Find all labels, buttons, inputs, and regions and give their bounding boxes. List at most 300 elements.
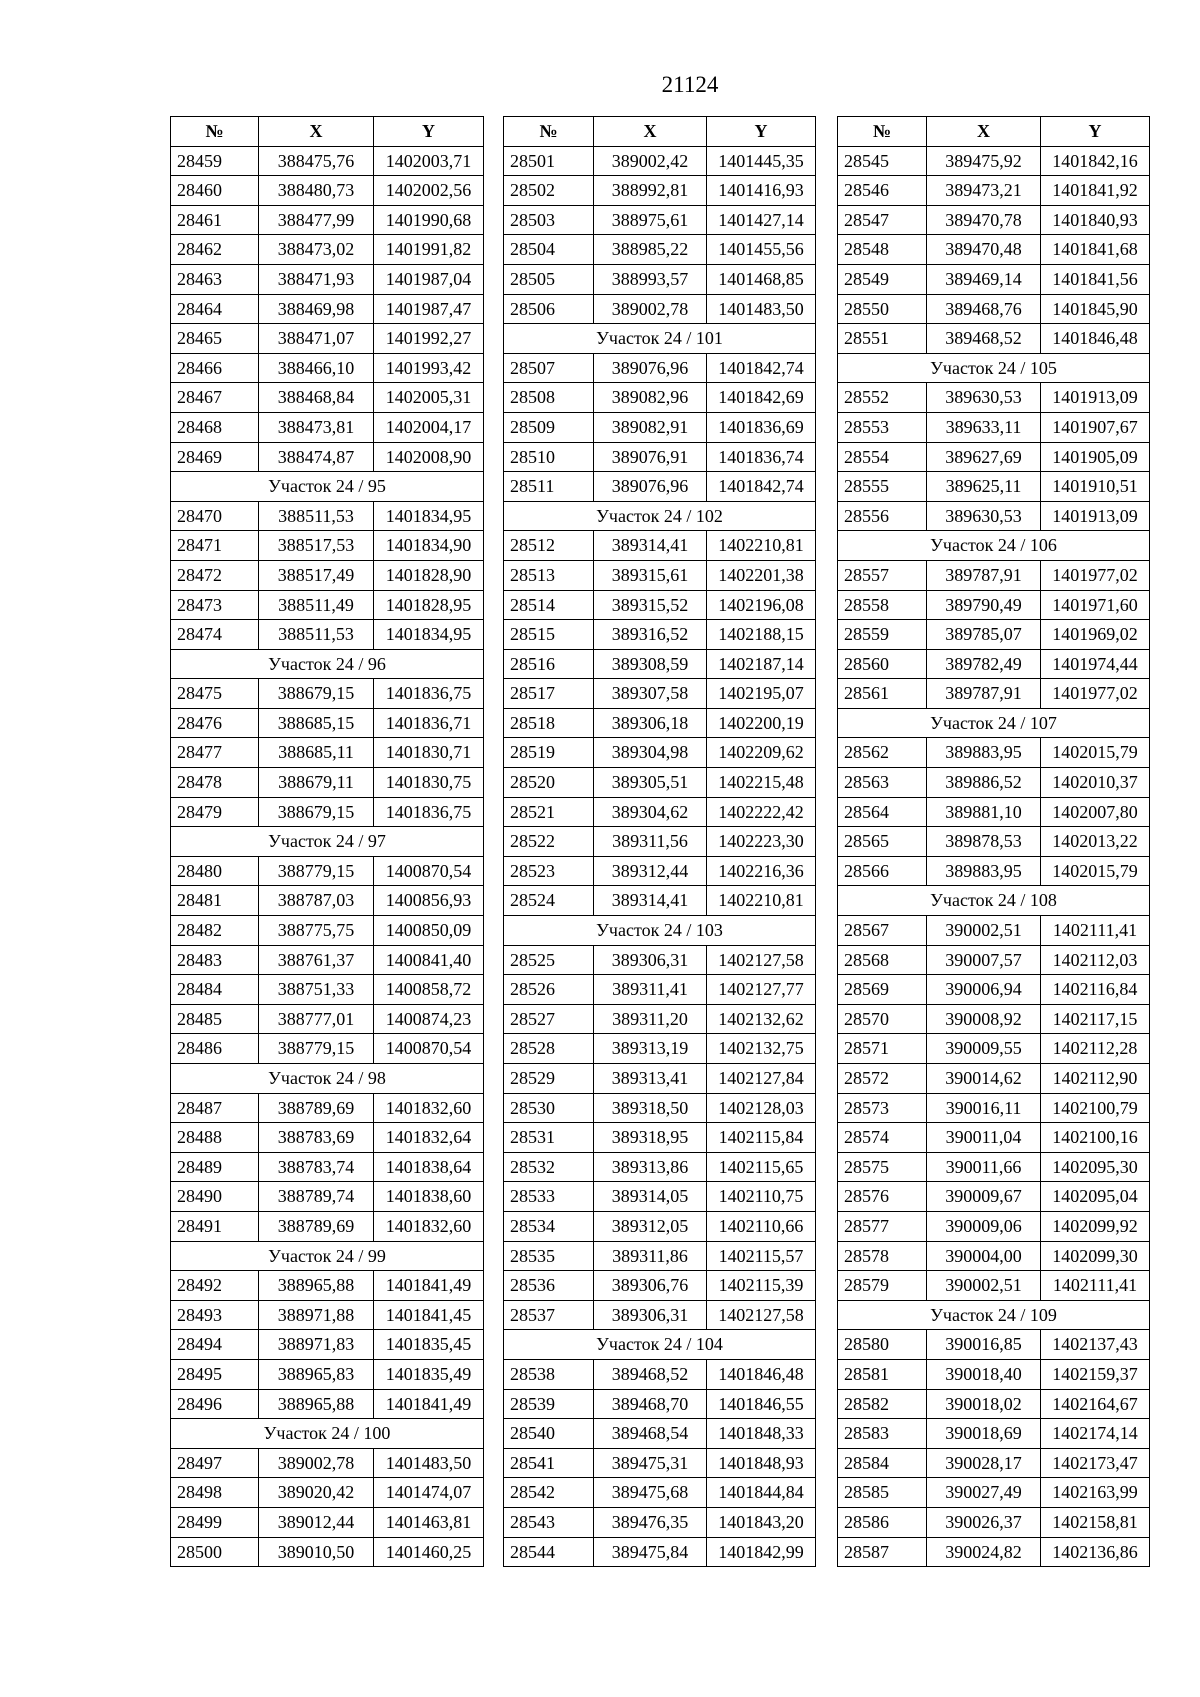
x-coordinate: 389790,49 — [927, 590, 1041, 620]
point-number: 28474 — [171, 620, 259, 650]
point-number: 28486 — [171, 1034, 259, 1064]
y-coordinate: 1401846,55 — [707, 1389, 816, 1419]
table-row — [838, 1507, 1150, 1537]
table-row — [171, 886, 484, 916]
table-row — [504, 856, 816, 886]
x-coordinate: 388992,81 — [594, 176, 707, 206]
y-coordinate: 1402099,30 — [1041, 1241, 1150, 1271]
y-coordinate: 1402110,75 — [707, 1182, 816, 1212]
table-row — [504, 412, 816, 442]
point-number: 28467 — [171, 383, 259, 413]
y-coordinate: 1402117,15 — [1041, 1004, 1150, 1034]
y-coordinate: 1402127,58 — [707, 945, 816, 975]
y-coordinate: 1401841,49 — [374, 1389, 484, 1419]
y-coordinate: 1401841,56 — [1041, 264, 1150, 294]
x-coordinate: 390002,51 — [927, 916, 1041, 946]
section-title: Участок 24 / 96 — [171, 649, 484, 679]
table-row — [838, 1271, 1150, 1301]
point-number: 28459 — [171, 146, 259, 176]
point-number: 28576 — [838, 1182, 927, 1212]
y-coordinate: 1401842,99 — [707, 1537, 816, 1567]
x-coordinate: 390009,67 — [927, 1182, 1041, 1212]
point-number: 28582 — [838, 1389, 927, 1419]
table-row — [504, 560, 816, 590]
x-coordinate: 389010,50 — [259, 1537, 374, 1567]
y-coordinate: 1401907,67 — [1041, 412, 1150, 442]
x-coordinate: 389313,41 — [594, 1064, 707, 1094]
point-number: 28494 — [171, 1330, 259, 1360]
table-row — [171, 294, 484, 324]
x-coordinate: 390002,51 — [927, 1271, 1041, 1301]
table-row — [838, 176, 1150, 206]
table-row — [171, 176, 484, 206]
y-coordinate: 1400874,23 — [374, 1004, 484, 1034]
point-number: 28575 — [838, 1152, 927, 1182]
x-coordinate: 388468,84 — [259, 383, 374, 413]
x-coordinate: 389304,98 — [594, 738, 707, 768]
table-row — [838, 1034, 1150, 1064]
coordinate-table — [170, 116, 484, 1567]
x-coordinate: 388685,15 — [259, 708, 374, 738]
x-coordinate: 388761,37 — [259, 945, 374, 975]
point-number: 28573 — [838, 1093, 927, 1123]
y-coordinate: 1402158,81 — [1041, 1507, 1150, 1537]
section-title: Участок 24 / 102 — [504, 501, 816, 531]
point-number: 28541 — [504, 1448, 594, 1478]
header-x: X — [927, 117, 1041, 147]
table-row — [838, 235, 1150, 265]
table-row — [838, 1123, 1150, 1153]
table-row — [504, 1389, 816, 1419]
y-coordinate: 1401836,71 — [374, 708, 484, 738]
x-coordinate: 388783,69 — [259, 1123, 374, 1153]
point-number: 28462 — [171, 235, 259, 265]
y-coordinate: 1402187,14 — [707, 649, 816, 679]
table-row — [504, 827, 816, 857]
x-coordinate: 389315,52 — [594, 590, 707, 620]
x-coordinate: 390018,69 — [927, 1419, 1041, 1449]
point-number: 28577 — [838, 1211, 927, 1241]
header-row — [504, 117, 816, 147]
x-coordinate: 388471,07 — [259, 324, 374, 354]
table-row — [504, 1419, 816, 1449]
y-coordinate: 1402132,75 — [707, 1034, 816, 1064]
section-title: Участок 24 / 107 — [838, 708, 1150, 738]
x-coordinate: 389318,95 — [594, 1123, 707, 1153]
point-number: 28569 — [838, 975, 927, 1005]
x-coordinate: 389630,53 — [927, 501, 1041, 531]
y-coordinate: 1401835,49 — [374, 1359, 484, 1389]
point-number: 28485 — [171, 1004, 259, 1034]
point-number: 28540 — [504, 1419, 594, 1449]
y-coordinate: 1402215,48 — [707, 768, 816, 798]
section-title: Участок 24 / 106 — [838, 531, 1150, 561]
y-coordinate: 1400870,54 — [374, 1034, 484, 1064]
point-number: 28552 — [838, 383, 927, 413]
table-row — [171, 1182, 484, 1212]
point-number: 28521 — [504, 797, 594, 827]
y-coordinate: 1402005,31 — [374, 383, 484, 413]
y-coordinate: 1401913,09 — [1041, 383, 1150, 413]
x-coordinate: 389787,91 — [927, 679, 1041, 709]
table-row — [171, 442, 484, 472]
x-coordinate: 389883,95 — [927, 738, 1041, 768]
y-coordinate: 1401848,33 — [707, 1419, 816, 1449]
table-row — [504, 708, 816, 738]
section-row — [504, 1330, 816, 1360]
y-coordinate: 1401977,02 — [1041, 679, 1150, 709]
point-number: 28558 — [838, 590, 927, 620]
x-coordinate: 390009,55 — [927, 1034, 1041, 1064]
point-number: 28520 — [504, 768, 594, 798]
x-coordinate: 390026,37 — [927, 1507, 1041, 1537]
table-row — [504, 1507, 816, 1537]
y-coordinate: 1401836,69 — [707, 412, 816, 442]
point-number: 28517 — [504, 679, 594, 709]
table-row — [838, 1152, 1150, 1182]
table-row — [504, 264, 816, 294]
x-coordinate: 389475,68 — [594, 1478, 707, 1508]
point-number: 28564 — [838, 797, 927, 827]
x-coordinate: 389468,54 — [594, 1419, 707, 1449]
y-coordinate: 1401987,04 — [374, 264, 484, 294]
y-coordinate: 1401463,81 — [374, 1507, 484, 1537]
x-coordinate: 390016,85 — [927, 1330, 1041, 1360]
x-coordinate: 388787,03 — [259, 886, 374, 916]
y-coordinate: 1402222,42 — [707, 797, 816, 827]
point-number: 28518 — [504, 708, 594, 738]
y-coordinate: 1402127,84 — [707, 1064, 816, 1094]
y-coordinate: 1401842,16 — [1041, 146, 1150, 176]
section-row — [171, 649, 484, 679]
point-number: 28571 — [838, 1034, 927, 1064]
point-number: 28497 — [171, 1448, 259, 1478]
y-coordinate: 1402210,81 — [707, 886, 816, 916]
point-number: 28509 — [504, 412, 594, 442]
x-coordinate: 388679,15 — [259, 679, 374, 709]
x-coordinate: 390027,49 — [927, 1478, 1041, 1508]
table-row — [838, 856, 1150, 886]
y-coordinate: 1401991,82 — [374, 235, 484, 265]
y-coordinate: 1401416,93 — [707, 176, 816, 206]
y-coordinate: 1402115,65 — [707, 1152, 816, 1182]
table-row — [171, 945, 484, 975]
y-coordinate: 1402004,17 — [374, 412, 484, 442]
point-number: 28522 — [504, 827, 594, 857]
x-coordinate: 389311,20 — [594, 1004, 707, 1034]
point-number: 28464 — [171, 294, 259, 324]
table-row — [838, 383, 1150, 413]
y-coordinate: 1401841,45 — [374, 1300, 484, 1330]
y-coordinate: 1401427,14 — [707, 205, 816, 235]
x-coordinate: 388679,15 — [259, 797, 374, 827]
x-coordinate: 389475,84 — [594, 1537, 707, 1567]
y-coordinate: 1401971,60 — [1041, 590, 1150, 620]
x-coordinate: 389082,91 — [594, 412, 707, 442]
x-coordinate: 388511,53 — [259, 620, 374, 650]
y-coordinate: 1401846,48 — [1041, 324, 1150, 354]
point-number: 28585 — [838, 1478, 927, 1508]
table-row — [504, 590, 816, 620]
section-title: Участок 24 / 105 — [838, 353, 1150, 383]
y-coordinate: 1401990,68 — [374, 205, 484, 235]
point-number: 28584 — [838, 1448, 927, 1478]
x-coordinate: 388466,10 — [259, 353, 374, 383]
table-row — [504, 886, 816, 916]
x-coordinate: 389012,44 — [259, 1507, 374, 1537]
point-number: 28512 — [504, 531, 594, 561]
point-number: 28556 — [838, 501, 927, 531]
section-row — [838, 353, 1150, 383]
table-row — [838, 738, 1150, 768]
x-coordinate: 388511,53 — [259, 501, 374, 531]
section-title: Участок 24 / 101 — [504, 324, 816, 354]
table-row — [838, 1478, 1150, 1508]
point-number: 28563 — [838, 768, 927, 798]
y-coordinate: 1401838,64 — [374, 1152, 484, 1182]
section-row — [171, 1419, 484, 1449]
point-number: 28493 — [171, 1300, 259, 1330]
x-coordinate: 388789,69 — [259, 1211, 374, 1241]
point-number: 28532 — [504, 1152, 594, 1182]
y-coordinate: 1402209,62 — [707, 738, 816, 768]
table-row — [171, 797, 484, 827]
coordinate-table-2 — [503, 116, 816, 1567]
table-row — [504, 205, 816, 235]
point-number: 28481 — [171, 886, 259, 916]
y-coordinate: 1401844,84 — [707, 1478, 816, 1508]
table-row — [504, 146, 816, 176]
table-row — [504, 738, 816, 768]
y-coordinate: 1401834,95 — [374, 501, 484, 531]
point-number: 28534 — [504, 1211, 594, 1241]
y-coordinate: 1402095,04 — [1041, 1182, 1150, 1212]
table-row — [838, 324, 1150, 354]
y-coordinate: 1402201,38 — [707, 560, 816, 590]
y-coordinate: 1401832,60 — [374, 1093, 484, 1123]
x-coordinate: 389469,14 — [927, 264, 1041, 294]
y-coordinate: 1401905,09 — [1041, 442, 1150, 472]
x-coordinate: 389630,53 — [927, 383, 1041, 413]
x-coordinate: 389625,11 — [927, 472, 1041, 502]
point-number: 28490 — [171, 1182, 259, 1212]
table-row — [504, 353, 816, 383]
point-number: 28560 — [838, 649, 927, 679]
table-row — [171, 975, 484, 1005]
table-row — [171, 1507, 484, 1537]
y-coordinate: 1401828,90 — [374, 560, 484, 590]
x-coordinate: 388679,11 — [259, 768, 374, 798]
table-row — [838, 649, 1150, 679]
point-number: 28579 — [838, 1271, 927, 1301]
section-row — [838, 886, 1150, 916]
point-number: 28545 — [838, 146, 927, 176]
table-row — [838, 501, 1150, 531]
point-number: 28547 — [838, 205, 927, 235]
x-coordinate: 389306,76 — [594, 1271, 707, 1301]
x-coordinate: 389787,91 — [927, 560, 1041, 590]
point-number: 28538 — [504, 1359, 594, 1389]
coordinate-table — [503, 116, 816, 1567]
point-number: 28519 — [504, 738, 594, 768]
y-coordinate: 1402100,79 — [1041, 1093, 1150, 1123]
x-coordinate: 389311,56 — [594, 827, 707, 857]
section-title: Участок 24 / 95 — [171, 472, 484, 502]
header-y: Y — [707, 117, 816, 147]
x-coordinate: 388777,01 — [259, 1004, 374, 1034]
table-row — [504, 945, 816, 975]
point-number: 28557 — [838, 560, 927, 590]
table-row — [504, 649, 816, 679]
y-coordinate: 1401832,60 — [374, 1211, 484, 1241]
point-number: 28554 — [838, 442, 927, 472]
x-coordinate: 389312,05 — [594, 1211, 707, 1241]
x-coordinate: 389473,21 — [927, 176, 1041, 206]
table-row — [171, 590, 484, 620]
x-coordinate: 388775,75 — [259, 916, 374, 946]
y-coordinate: 1401460,25 — [374, 1537, 484, 1567]
x-coordinate: 388480,73 — [259, 176, 374, 206]
x-coordinate: 388473,02 — [259, 235, 374, 265]
point-number: 28565 — [838, 827, 927, 857]
table-row — [171, 412, 484, 442]
y-coordinate: 1401913,09 — [1041, 501, 1150, 531]
table-row — [171, 1537, 484, 1567]
table-row — [838, 264, 1150, 294]
point-number: 28504 — [504, 235, 594, 265]
point-number: 28515 — [504, 620, 594, 650]
y-coordinate: 1400856,93 — [374, 886, 484, 916]
y-coordinate: 1402115,39 — [707, 1271, 816, 1301]
y-coordinate: 1402174,14 — [1041, 1419, 1150, 1449]
table-row — [504, 620, 816, 650]
x-coordinate: 388685,11 — [259, 738, 374, 768]
x-coordinate: 389886,52 — [927, 768, 1041, 798]
x-coordinate: 389076,91 — [594, 442, 707, 472]
x-coordinate: 388985,22 — [594, 235, 707, 265]
x-coordinate: 388971,88 — [259, 1300, 374, 1330]
x-coordinate: 388783,74 — [259, 1152, 374, 1182]
point-number: 28543 — [504, 1507, 594, 1537]
table-row — [171, 531, 484, 561]
y-coordinate: 1401828,95 — [374, 590, 484, 620]
section-title: Участок 24 / 97 — [171, 827, 484, 857]
x-coordinate: 390011,66 — [927, 1152, 1041, 1182]
x-coordinate: 388477,99 — [259, 205, 374, 235]
table-row — [171, 146, 484, 176]
x-coordinate: 389076,96 — [594, 472, 707, 502]
point-number: 28508 — [504, 383, 594, 413]
point-number: 28516 — [504, 649, 594, 679]
table-row — [504, 1448, 816, 1478]
table-row — [838, 205, 1150, 235]
y-coordinate: 1401845,90 — [1041, 294, 1150, 324]
table-row — [504, 1034, 816, 1064]
point-number: 28475 — [171, 679, 259, 709]
table-row — [838, 1389, 1150, 1419]
y-coordinate: 1401910,51 — [1041, 472, 1150, 502]
header-x: X — [259, 117, 374, 147]
point-number: 28507 — [504, 353, 594, 383]
x-coordinate: 389468,52 — [927, 324, 1041, 354]
x-coordinate: 390008,92 — [927, 1004, 1041, 1034]
section-title: Участок 24 / 104 — [504, 1330, 816, 1360]
table-row — [838, 472, 1150, 502]
section-row — [838, 1300, 1150, 1330]
table-row — [171, 708, 484, 738]
table-row — [171, 235, 484, 265]
y-coordinate: 1400870,54 — [374, 856, 484, 886]
table-row — [504, 294, 816, 324]
y-coordinate: 1400858,72 — [374, 975, 484, 1005]
y-coordinate: 1402112,28 — [1041, 1034, 1150, 1064]
y-coordinate: 1402002,56 — [374, 176, 484, 206]
x-coordinate: 389475,31 — [594, 1448, 707, 1478]
point-number: 28484 — [171, 975, 259, 1005]
table-row — [504, 1064, 816, 1094]
x-coordinate: 388975,61 — [594, 205, 707, 235]
page-number: 21124 — [661, 72, 719, 97]
table-row — [171, 1448, 484, 1478]
point-number: 28499 — [171, 1507, 259, 1537]
point-number: 28525 — [504, 945, 594, 975]
y-coordinate: 1402128,03 — [707, 1093, 816, 1123]
x-coordinate: 390007,57 — [927, 945, 1041, 975]
point-number: 28548 — [838, 235, 927, 265]
point-number: 28513 — [504, 560, 594, 590]
point-number: 28537 — [504, 1300, 594, 1330]
x-coordinate: 389306,31 — [594, 945, 707, 975]
header-row — [838, 117, 1150, 147]
x-coordinate: 389002,78 — [259, 1448, 374, 1478]
table-row — [838, 1211, 1150, 1241]
point-number: 28495 — [171, 1359, 259, 1389]
y-coordinate: 1401830,71 — [374, 738, 484, 768]
y-coordinate: 1401834,95 — [374, 620, 484, 650]
point-number: 28555 — [838, 472, 927, 502]
y-coordinate: 1401843,20 — [707, 1507, 816, 1537]
table-row — [838, 560, 1150, 590]
section-title: Участок 24 / 103 — [504, 916, 816, 946]
x-coordinate: 390018,02 — [927, 1389, 1041, 1419]
x-coordinate: 389318,50 — [594, 1093, 707, 1123]
table-row — [838, 620, 1150, 650]
table-row — [838, 916, 1150, 946]
x-coordinate: 389476,35 — [594, 1507, 707, 1537]
x-coordinate: 388517,53 — [259, 531, 374, 561]
table-row — [504, 679, 816, 709]
point-number: 28506 — [504, 294, 594, 324]
section-row — [838, 531, 1150, 561]
table-row — [504, 1271, 816, 1301]
table-row — [504, 383, 816, 413]
x-coordinate: 388473,81 — [259, 412, 374, 442]
point-number: 28465 — [171, 324, 259, 354]
y-coordinate: 1401969,02 — [1041, 620, 1150, 650]
point-number: 28470 — [171, 501, 259, 531]
x-coordinate: 389311,86 — [594, 1241, 707, 1271]
x-coordinate: 389468,76 — [927, 294, 1041, 324]
point-number: 28566 — [838, 856, 927, 886]
point-number: 28489 — [171, 1152, 259, 1182]
point-number: 28561 — [838, 679, 927, 709]
table-row — [838, 1448, 1150, 1478]
section-title: Участок 24 / 108 — [838, 886, 1150, 916]
x-coordinate: 389313,19 — [594, 1034, 707, 1064]
point-number: 28586 — [838, 1507, 927, 1537]
point-number: 28550 — [838, 294, 927, 324]
table-row — [171, 1211, 484, 1241]
